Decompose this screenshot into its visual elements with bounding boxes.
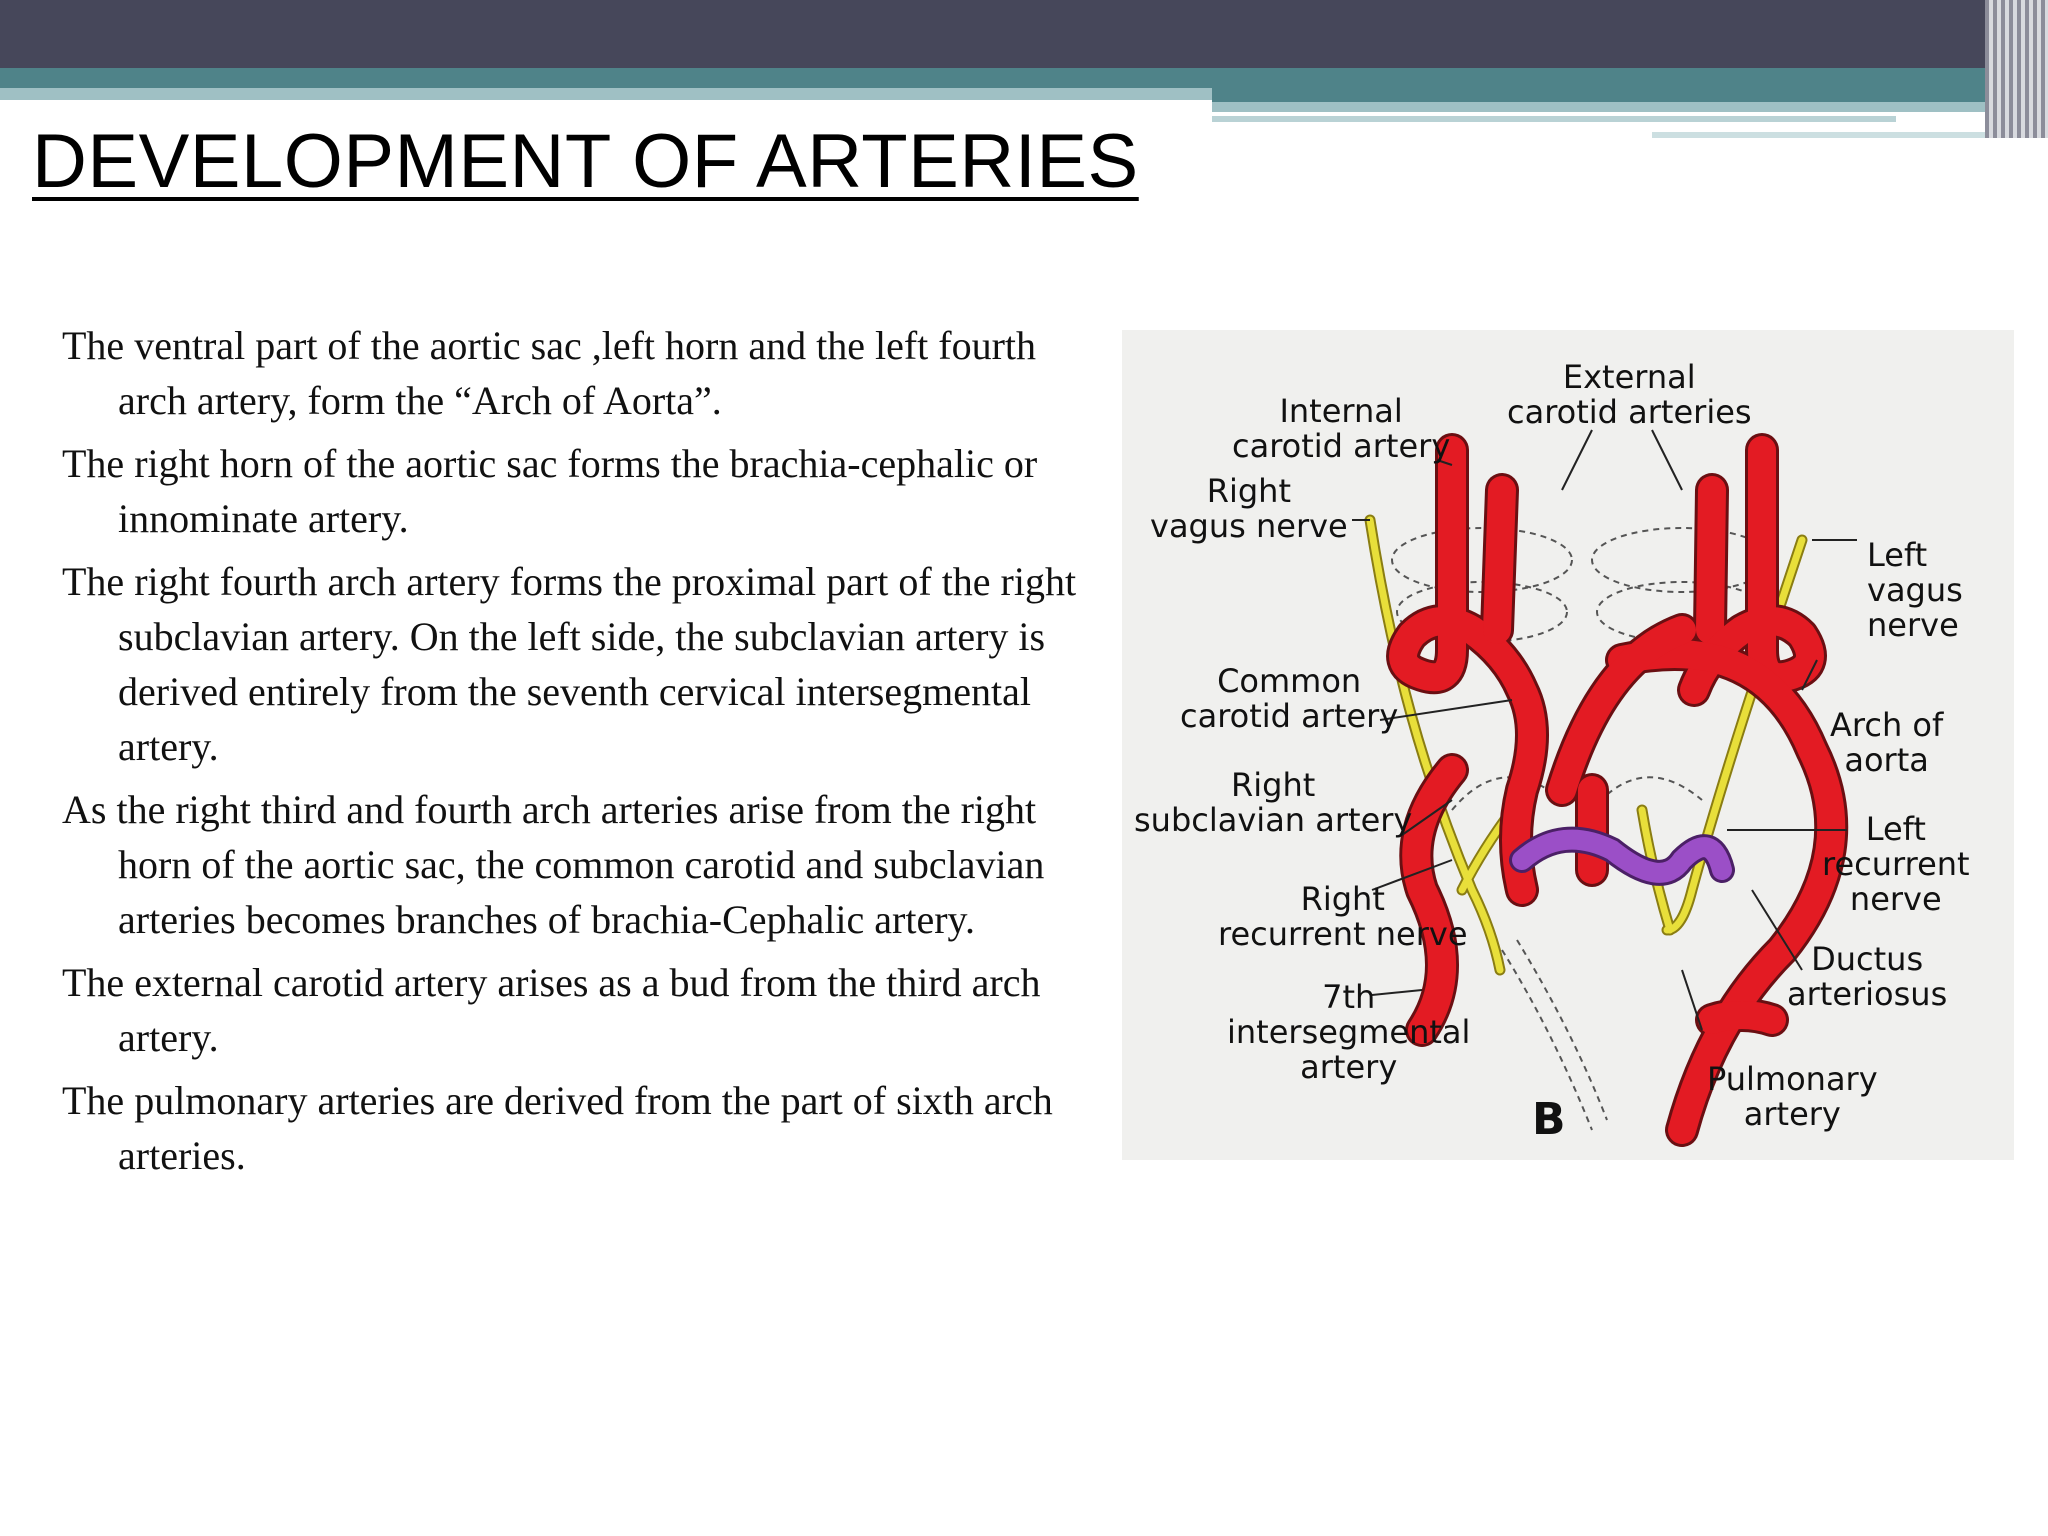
label-common-carotid: Common carotid artery <box>1180 662 1399 735</box>
slide-body <box>62 318 1092 1191</box>
paragraph: The right horn of the aortic sac forms the brachia-cephalic or innominate artery. <box>62 441 1038 541</box>
label-pulmonary-artery: Pulmonary artery <box>1707 1060 1878 1133</box>
paragraph: The ventral part of the aortic sac ,left horn and the left fourth arch artery, form the “Arch of Aorta”. <box>62 323 1037 423</box>
header-dark-bar <box>0 0 2048 68</box>
paragraph: The pulmonary arteries are derived from the part of sixth arch arteries. <box>62 1078 1053 1178</box>
paragraph: The right fourth arch artery forms the proximal part of the right subclavian artery. On the left side, the subclavian artery is derived entirely from the seventh cervical intersegmental artery. <box>62 559 1077 769</box>
pulmonary-arteries <box>1522 840 1722 873</box>
label-external-carotid: External carotid arteries <box>1507 358 1752 431</box>
header-light-bar <box>0 88 1212 100</box>
label-internal-carotid: Internal carotid artery <box>1232 392 1451 465</box>
header-stripes <box>1985 0 2048 138</box>
slide-title: DEVELOPMENT OF ARTERIES <box>32 119 1139 204</box>
header-teal-bar <box>0 68 2048 88</box>
header-thin-line-2 <box>1652 132 2012 138</box>
label-right-subclavian: Right subclavian artery <box>1134 766 1413 839</box>
artery-diagram <box>1122 330 2014 1160</box>
label-left-vagus: Left vagus nerve <box>1867 536 1963 644</box>
label-right-vagus: Right vagus nerve <box>1150 472 1348 545</box>
label-arch-of-aorta: Arch of aorta <box>1830 706 1944 779</box>
paragraph: As the right third and fourth arch arteries arise from the right horn of the aortic sac, the common carotid and subclavian arteries becomes branches of brachia-Cephalic artery. <box>62 787 1045 942</box>
panel-letter: B <box>1532 1094 1566 1145</box>
header-thin-line <box>1212 116 1896 122</box>
paragraph: The external carotid artery arises as a bud from the third arch artery. <box>62 960 1041 1060</box>
label-right-recurrent: Right recurrent nerve <box>1218 880 1468 953</box>
header-teal-bar-right <box>1212 88 2048 102</box>
label-7th-intersegmental: 7th intersegmental artery <box>1227 978 1471 1086</box>
label-ductus-arteriosus: Ductus arteriosus <box>1787 940 1948 1013</box>
header-light-bar-right <box>1212 102 2048 112</box>
label-left-recurrent: Left recurrent nerve <box>1822 810 1970 918</box>
